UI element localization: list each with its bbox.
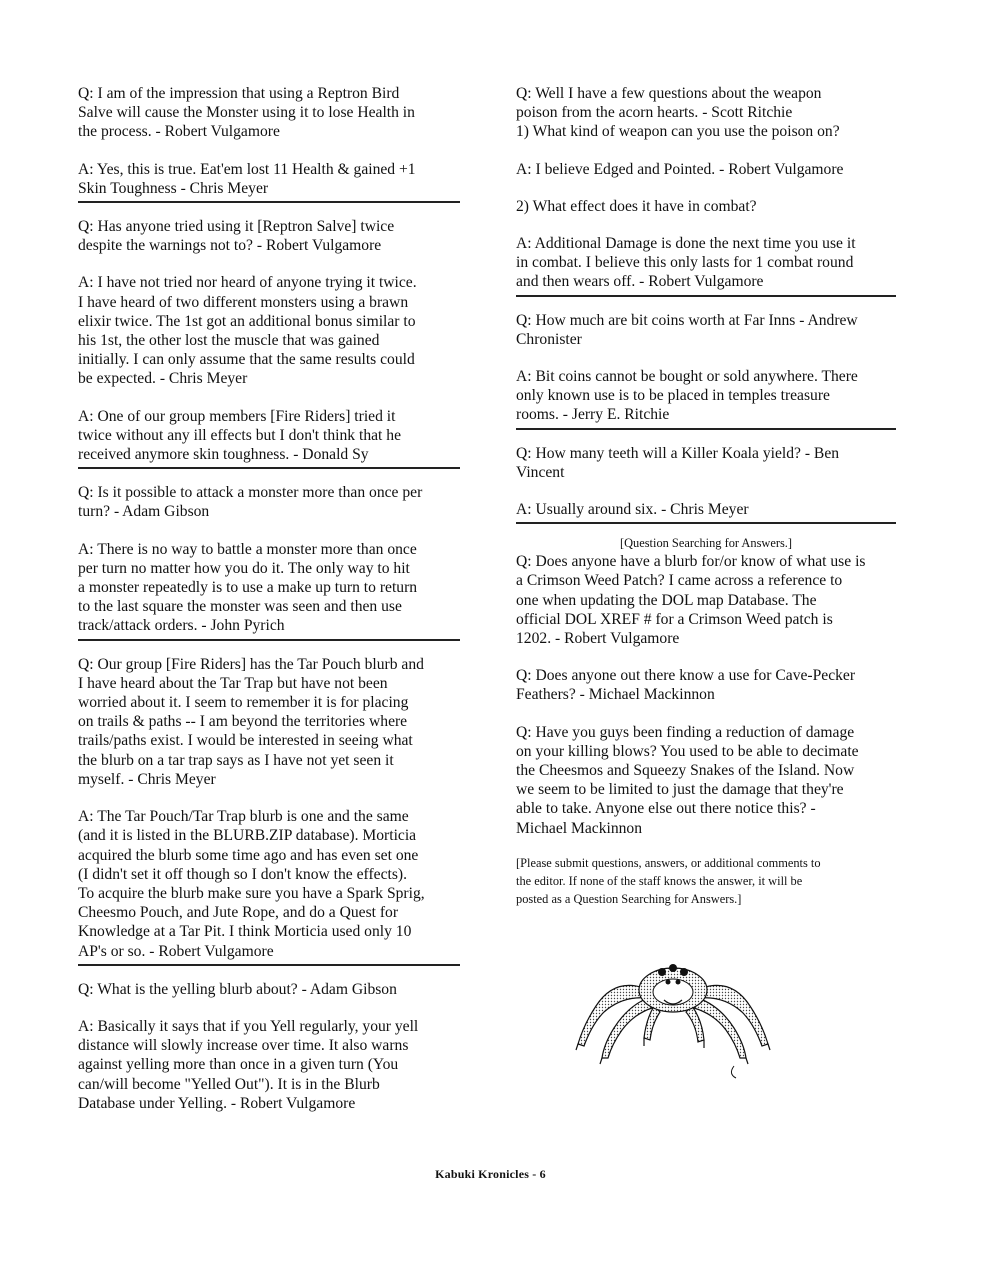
answer-text: A: There is no way to battle a monster more than once per turn no matter how you do it. The only way to hit a monster repeatedly is to use a make up turn to return to the last square the monster was seen and then use track/attack orders. - John Pyrich xyxy=(78,540,418,635)
question-text: Q: I am of the impression that using a Reptron Bird Salve will cause the Monster using it to lose Health in the process. - Robert Vulgamore xyxy=(78,85,415,141)
answer-text: A: I believe Edged and Pointed. - Robert Vulgamore xyxy=(516,160,844,178)
section-divider xyxy=(516,522,896,524)
question-text: Q: Has anyone tried using it [Reptron Salve] twice despite the warnings not to? - Robert Vulgamore xyxy=(78,218,395,255)
question-text: Q: Is it possible to attack a monster more than once per turn? - Adam Gibson xyxy=(78,484,423,521)
question-text: Q: How many teeth will a Killer Koala yield? - Ben Vincent xyxy=(516,444,840,481)
answer-text: A: Yes, this is true. Eat'em lost 11 Health & gained +1 Skin Toughness - Chris Meyer xyxy=(78,160,416,197)
answer-text: A: Usually around six. - Chris Meyer xyxy=(516,501,749,519)
spider-illustration xyxy=(574,958,774,1080)
question-text: Q: Our group [Fire Riders] has the Tar Pouch blurb and I have heard about the Tar Trap but have not been worried about it. I seem to remember it is for placing on trails & paths -- I am beyond the territories where trails/paths exist. I would be interested in seeing what the blurb on a tar trap says as I have not yet seen it myself. - Chris Meyer xyxy=(78,655,424,788)
answer-text: A: The Tar Pouch/Tar Trap blurb is one and the same (and it is listed in the BLURB.ZIP database). Morticia acquired the blurb some time ago and has even set one (I didn't set it off though so I don't know the effects). To acquire the blurb make sure you have a Spark Sprig, Cheesmo Pouch, and Jute Rope, and do a Quest for Knowledge at a Tar Pit. I think Morticia used only 10 AP's or so. - Robert Vulgamore xyxy=(78,808,425,960)
question-text: Q: Does anyone have a blurb for/or know of what use is a Crimson Weed Patch? I came across a reference to one when updating the DOL map Database. The official DOL XREF # for a Crimson Weed patch is 1202. - Robert Vulgamore xyxy=(516,553,866,648)
answer-text: A: Bit coins cannot be bought or sold anywhere. There only known use is to be placed in temples treasure rooms. - Jerry E. Ritchie xyxy=(516,368,858,424)
section-heading: [Question Searching for Answers.] xyxy=(619,536,793,551)
section-divider xyxy=(516,295,896,297)
question-text: Q: What is the yelling blurb about? - Adam Gibson xyxy=(78,980,397,998)
editor-note: [Please submit questions, answers, or additional comments to the editor. If none of the staff knows the answer, it will be posted as a Question Searching for Answers.] xyxy=(516,855,821,906)
answer-text: A: One of our group members [Fire Riders] tried it twice without any ill effects but I don't think that he received anymore skin toughness. - Donald Sy xyxy=(78,407,401,464)
page-footer: Kabuki Kronicles - 6 xyxy=(435,1167,546,1181)
question-text: Q: Does anyone out there know a use for Cave-Pecker Feathers? - Michael Mackinnon xyxy=(516,667,856,704)
answer-text: A: Additional Damage is done the next time you use it in combat. I believe this only lasts for 1 combat round and then wears off. - Robert Vulgamore xyxy=(516,235,856,291)
section-divider xyxy=(78,201,460,203)
question-text: 2) What effect does it have in combat? xyxy=(516,197,757,215)
section-divider xyxy=(78,639,460,641)
section-divider xyxy=(78,964,460,966)
left-column xyxy=(78,84,460,1113)
answer-text: A: Basically it says that if you Yell regularly, your yell distance will slowly increase over time. It also warns against yelling more than once in a given turn (You can/will become "Yelled Out"). It is in the Blurb Database under Yelling. - Robert Vulgamore xyxy=(78,1017,419,1112)
right-column xyxy=(516,84,896,908)
question-text: Q: How much are bit coins worth at Far Inns - Andrew Chronister xyxy=(516,311,858,348)
section-divider xyxy=(516,428,896,430)
section-divider xyxy=(78,467,460,469)
question-text: Q: Well I have a few questions about the weapon poison from the acorn hearts. - Scott Ritchie 1) What kind of weapon can you use the poison on? xyxy=(516,85,840,141)
question-text: Q: Have you guys been finding a reduction of damage on your killing blows? You used to be able to decimate the Cheesmos and Squeezy Snakes of the Island. Now we seem to be limited to just the damage that they're able to take. Anyone else out there notice this? - Michael Mackinnon xyxy=(516,723,859,837)
answer-text: A: I have not tried nor heard of anyone trying it twice. I have heard of two different monsters using a brawn elixir twice. The 1st got an additional bonus similar to his 1st, the other lost the muscle that was gained initially. I can only assume that the same results could be expected. - Chris Meyer xyxy=(78,274,417,388)
